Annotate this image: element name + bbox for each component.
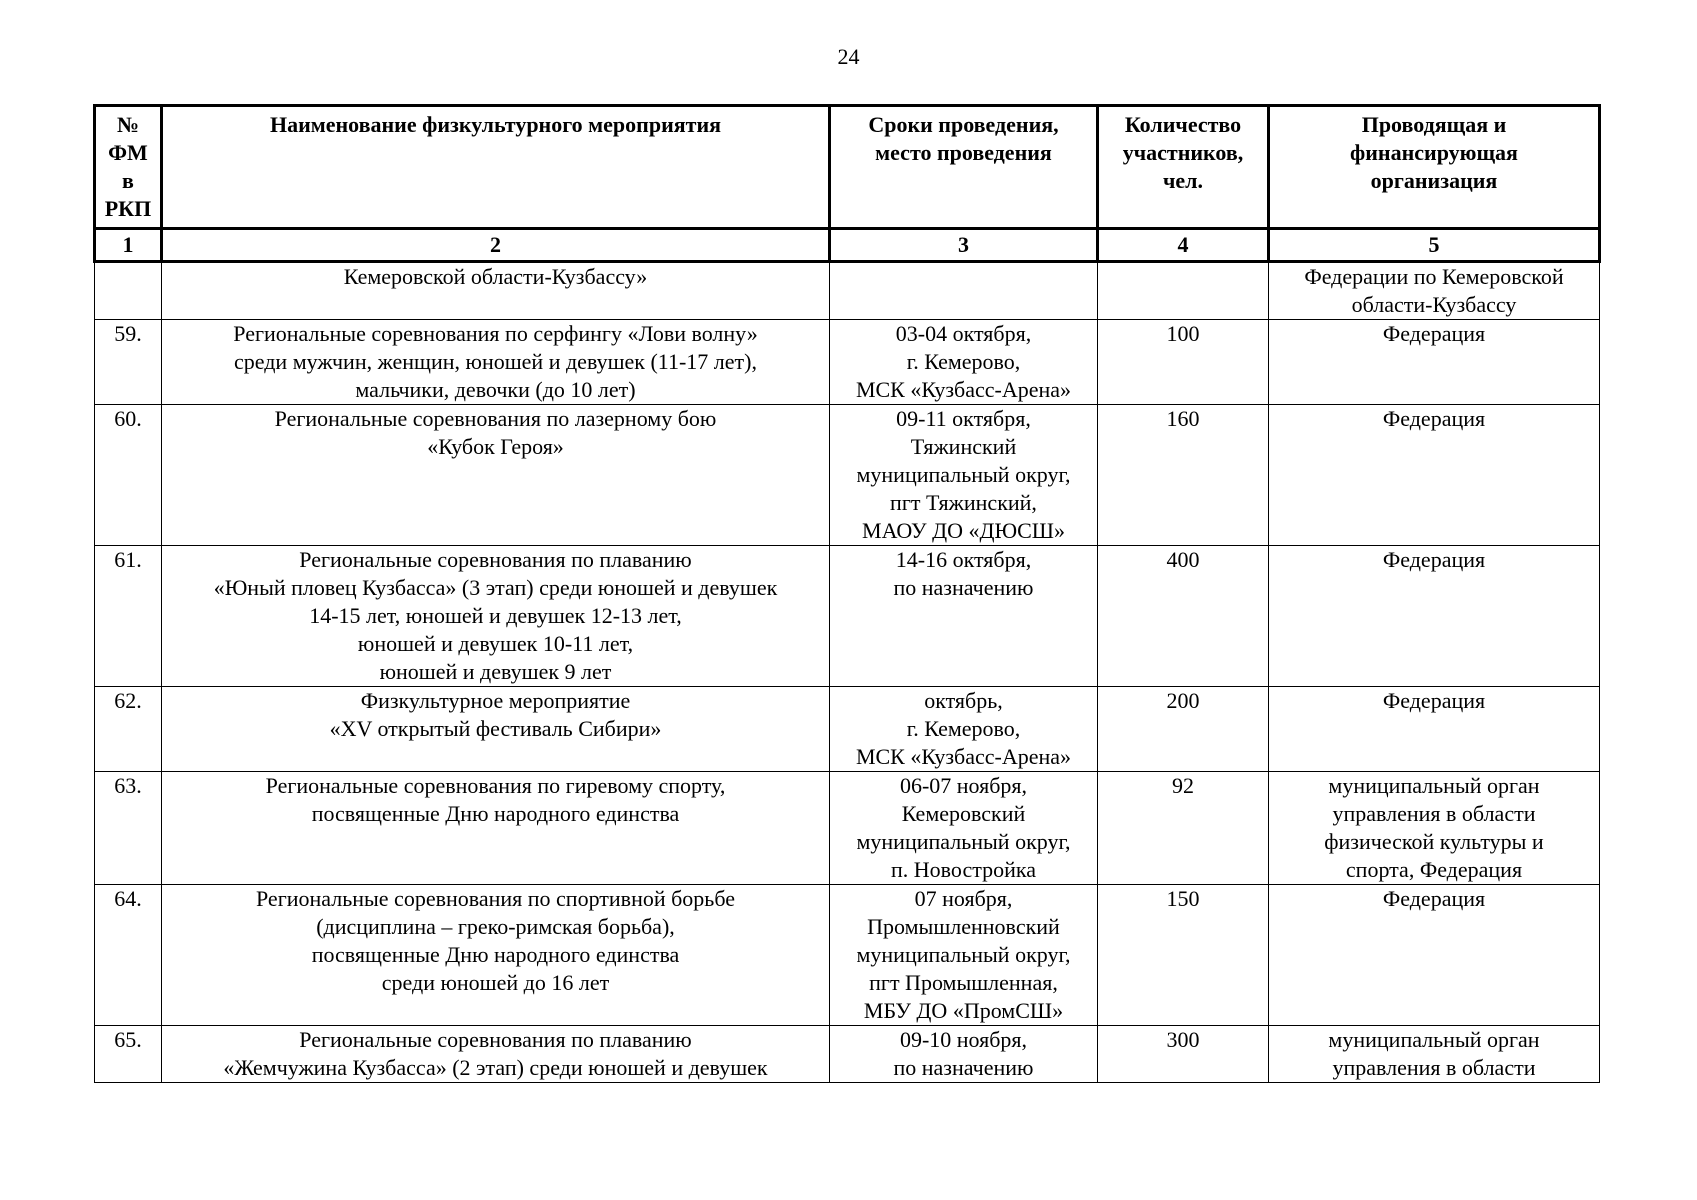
table-row — [95, 772, 1600, 885]
event-dates-place: 14-16 октября, по назначению — [830, 546, 1098, 687]
event-name: Региональные соревнования по серфингу «Лови волну» среди мужчин, женщин, юношей и девушек (11-17 лет), мальчики, девочки (до 10 лет) — [162, 320, 830, 405]
event-name: Региональные соревнования по лазерному бою «Кубок Героя» — [162, 405, 830, 546]
table-row — [95, 687, 1600, 772]
participant-count: 160 — [1098, 405, 1269, 546]
participant-count: 400 — [1098, 546, 1269, 687]
table-body — [95, 262, 1600, 1083]
row-number: 63. — [95, 772, 162, 885]
event-dates-place: 09-10 ноября, по назначению — [830, 1026, 1098, 1083]
participant-count: 200 — [1098, 687, 1269, 772]
row-number: 60. — [95, 405, 162, 546]
event-name: Кемеровской области-Кузбассу» — [162, 262, 830, 320]
page-number: 24 — [837, 44, 860, 69]
column-number: 2 — [162, 229, 830, 262]
organization: муниципальный орган управления в области — [1269, 1026, 1600, 1083]
header-row — [95, 106, 1600, 229]
table-row — [95, 405, 1600, 546]
table-row — [95, 320, 1600, 405]
table-row — [95, 546, 1600, 687]
header-number: № ФМ в РКП — [95, 106, 162, 229]
participant-count: 300 — [1098, 1026, 1269, 1083]
event-dates-place: 06-07 ноября, Кемеровский муниципальный округ, п. Новостройка — [830, 772, 1098, 885]
header-organization: Проводящая и финансирующая организация — [1269, 106, 1600, 229]
header-event-name: Наименование физкультурного мероприятия — [162, 106, 830, 229]
participant-count: 100 — [1098, 320, 1269, 405]
organization: Федерация — [1269, 320, 1600, 405]
organization: Федерация — [1269, 885, 1600, 1026]
participant-count — [1098, 262, 1269, 320]
event-dates-place: 09-11 октября, Тяжинский муниципальный округ, пгт Тяжинский, МАОУ ДО «ДЮСШ» — [830, 405, 1098, 546]
column-number: 4 — [1098, 229, 1269, 262]
row-number — [95, 262, 162, 320]
organization: Федерация — [1269, 405, 1600, 546]
row-number: 62. — [95, 687, 162, 772]
event-dates-place: октябрь, г. Кемерово, МСК «Кузбасс-Арена» — [830, 687, 1098, 772]
events-table — [93, 104, 1601, 1083]
column-number: 3 — [830, 229, 1098, 262]
event-name: Региональные соревнования по плаванию «Юный пловец Кузбасса» (3 этап) среди юношей и девушек 14-15 лет, юношей и девушек 12-13 лет, юношей и девушек 10-11 лет, юношей и девушек 9 лет — [162, 546, 830, 687]
row-number: 64. — [95, 885, 162, 1026]
participant-count: 92 — [1098, 772, 1269, 885]
event-name: Региональные соревнования по спортивной борьбе (дисциплина – греко-римская борьба), посвященные Дню народного единства среди юношей до 16 лет — [162, 885, 830, 1026]
organization: Федерации по Кемеровской области-Кузбассу — [1269, 262, 1600, 320]
table-row — [95, 1026, 1600, 1083]
header-dates-place: Сроки проведения, место проведения — [830, 106, 1098, 229]
participant-count: 150 — [1098, 885, 1269, 1026]
event-dates-place: 03-04 октября, г. Кемерово, МСК «Кузбасс-Арена» — [830, 320, 1098, 405]
table-header — [95, 106, 1600, 262]
column-number: 5 — [1269, 229, 1600, 262]
row-number: 61. — [95, 546, 162, 687]
organization: Федерация — [1269, 687, 1600, 772]
event-dates-place: 07 ноября, Промышленновский муниципальный округ, пгт Промышленная, МБУ ДО «ПромСШ» — [830, 885, 1098, 1026]
event-dates-place — [830, 262, 1098, 320]
organization: Федерация — [1269, 546, 1600, 687]
column-number: 1 — [95, 229, 162, 262]
event-name: Региональные соревнования по плаванию «Жемчужина Кузбасса» (2 этап) среди юношей и девушек — [162, 1026, 830, 1083]
table-row — [95, 262, 1600, 320]
header-participants: Количество участников, чел. — [1098, 106, 1269, 229]
row-number: 59. — [95, 320, 162, 405]
event-name: Региональные соревнования по гиревому спорту, посвященные Дню народного единства — [162, 772, 830, 885]
row-number: 65. — [95, 1026, 162, 1083]
table-row — [95, 885, 1600, 1026]
organization: муниципальный орган управления в области физической культуры и спорта, Федерация — [1269, 772, 1600, 885]
column-numbers-row — [95, 229, 1600, 262]
event-name: Физкультурное мероприятие «XV открытый фестиваль Сибири» — [162, 687, 830, 772]
